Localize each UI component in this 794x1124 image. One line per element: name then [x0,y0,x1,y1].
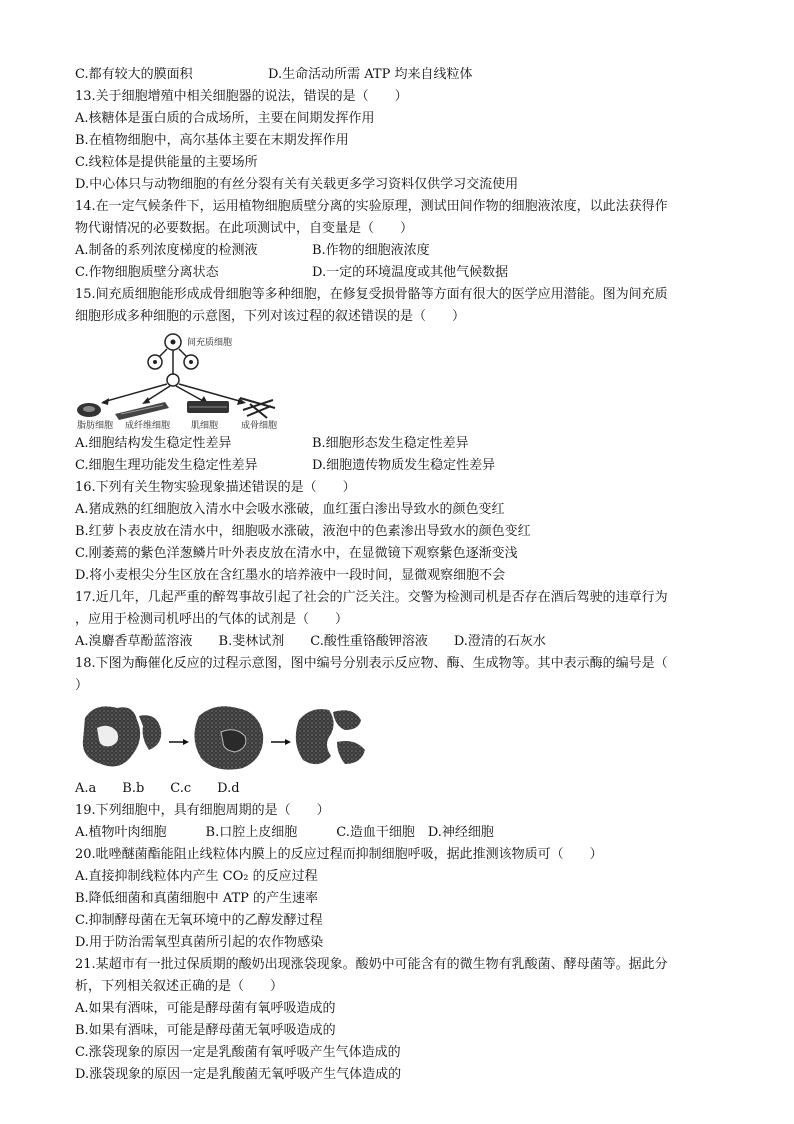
q14-option-c: C.作物细胞质壁分离状态 [75,265,219,280]
q16-option-b: B.红萝卜表皮放在清水中，细胞吸水涨破，液泡中的色素渗出导致水的颜色变红 [75,524,531,539]
q14-stem-line2: 物代谢情况的必要数据。在此项测试中，自变量是（ ） [75,221,414,236]
q13-option-b: B.在植物细胞中，高尔基体主要在末期发挥作用 [75,133,349,148]
osteoblast-label: 成骨细胞 [241,421,278,430]
q13-option-d: D.中心体只与动物细胞的有丝分裂有关有关载更多学习资料仅供学习交流使用 [75,177,519,192]
q21-option-d: D.涨袋现象的原因一定是乳酸菌无氧呼吸产生气体造成的 [75,1067,402,1082]
arrow-to-muscle-cell [176,386,205,402]
q21-option-a: A.如果有酒味，可能是酵母菌有氧呼吸造成的 [75,1001,336,1016]
q19-options: A.植物叶肉细胞 B.口腔上皮细胞 C.造血干细胞 D.神经细胞 [75,825,494,840]
mesenchymal-label: 间充质细胞 [187,338,233,348]
q20-stem: 20.吡唑醚菌酯能阻止线粒体内膜上的反应过程而抑制细胞呼吸，据此推测该物质可（ ） [75,847,603,862]
q15-option-b: B.细胞形态发生稳定性差异 [312,436,469,451]
arrow-to-right-cell [179,349,187,357]
fibroblast-label: 成纤维细胞 [125,421,171,430]
product-shape-2 [337,741,365,764]
q21-stem-line2: 析，下列相关叙述正确的是（ ） [75,979,284,994]
muscle-cell-label: 肌细胞 [191,421,219,430]
q13-option-a: A.核糖体是蛋白质的合成场所，主要在间期发挥作用 [75,111,375,126]
q15-stem-line1: 15.间充质细胞能形成成骨细胞等多种细胞，在修复受损骨骼等方面有很大的医学应用潜能。图为间充质 [75,287,668,302]
enzyme-shape-stage3 [296,709,334,764]
q18-stem-line1: 18.下图为酶催化反应的过程示意图，图中编号分别表示反应物、酶、生成物等。其中表示酶的编号是（ [75,656,668,671]
q15-option-c: C.细胞生理功能发生稳定性差异 [75,458,258,473]
q16-option-c: C.刚萎蔫的紫色洋葱鳞片叶外表皮放在清水中，在显微镜下观察紫色逐渐变浅 [75,546,518,561]
substrate-shape-stage1 [139,715,161,750]
mesenchymal-differentiation-figure [75,330,300,430]
q15-option-a: A.细胞结构发生稳定性差异 [75,436,232,451]
q17-options: A.溴麝香草酚蓝溶液 B.斐林试剂 C.酸性重铬酸钾溶液 D.澄清的石灰水 [75,634,546,649]
fibroblast-shape [115,402,169,420]
mesenchymal-cell-center [167,374,179,386]
q15-option-d: D.细胞遗传物质发生稳定性差异 [312,458,496,473]
fat-cell-label: 脂肪细胞 [77,421,114,430]
q21-option-c: C.涨袋现象的原因一定是乳酸菌有氧呼吸产生气体造成的 [75,1045,401,1060]
q14-stem-line1: 14.在一定气候条件下，运用植物细胞质壁分离的实验原理，测试田间作物的细胞液浓度，以此法获得作 [75,199,668,214]
q18-stem-line2: ） [75,678,89,693]
q14-option-a: A.制备的系列浓度梯度的检测液 [75,243,258,258]
q17-stem-line1: 17.近几年，几起严重的醉驾事故引起了社会的广泛关注。交警为检测司机是否存在酒后驾驶的违章行为 [75,590,668,605]
q21-stem-line1: 21.某超市有一批过保质期的酸奶出现涨袋现象。酸奶中可能含有的微生物有乳酸菌、酵母菌等。据此分 [75,957,668,972]
q14-option-d: D.一定的环境温度或其他气候数据 [312,265,509,280]
q17-stem-line2: ，应用于检测司机呼出的气体的试剂是（ ） [75,612,349,627]
q13-option-c: C.线粒体是提供能量的主要场所 [75,155,258,170]
q20-option-b: B.降低细菌和真菌细胞中 ATP 的产生速率 [75,891,319,906]
q16-stem: 16.下列有关生物实验现象描述错误的是（ ） [75,480,356,495]
q15-stem-line2: 细胞形成多种细胞的示意图，下列对该过程的叙述错误的是（ ） [75,309,466,324]
enzyme-reaction-figure [75,698,375,776]
q16-option-d: D.将小麦根尖分生区放在含红墨水的培养液中一段时间，显微观察细胞不会 [75,568,506,583]
q20-option-d: D.用于防治需氧型真菌所引起的农作物感染 [75,935,324,950]
q21-option-b: B.如果有酒味，可能是酵母菌无氧呼吸造成的 [75,1023,336,1038]
q19-stem: 19.下列细胞中，具有细胞周期的是（ ） [75,803,330,818]
q16-option-a: A.猪成熟的红细胞放入清水中会吸水涨破，血红蛋白渗出导致水的颜色变红 [75,502,505,517]
mesenchymal-nucleus-top [171,340,176,345]
product-shape-1 [333,710,361,730]
arrow-to-fat-cell [103,384,167,402]
q18-options: A.a B.b C.c D.d [75,781,240,796]
osteoblast-shape [240,398,275,418]
q13-stem: 13.关于细胞增殖中相关细胞器的说法，错误的是（ ） [75,89,408,104]
q12-option-c: C.都有较大的膜面积 [75,67,193,82]
q20-option-c: C.抑制酵母菌在无氧环境中的乙醇发酵过程 [75,913,323,928]
q20-option-a: A.直接抑制线粒体内产生 CO₂ 的反应过程 [75,869,318,884]
arrow-to-left-cell [159,349,167,357]
q14-option-b: B.作物的细胞液浓度 [312,243,430,258]
q12-option-d: D.生命活动所需 ATP 均来自线粒体 [268,67,473,82]
